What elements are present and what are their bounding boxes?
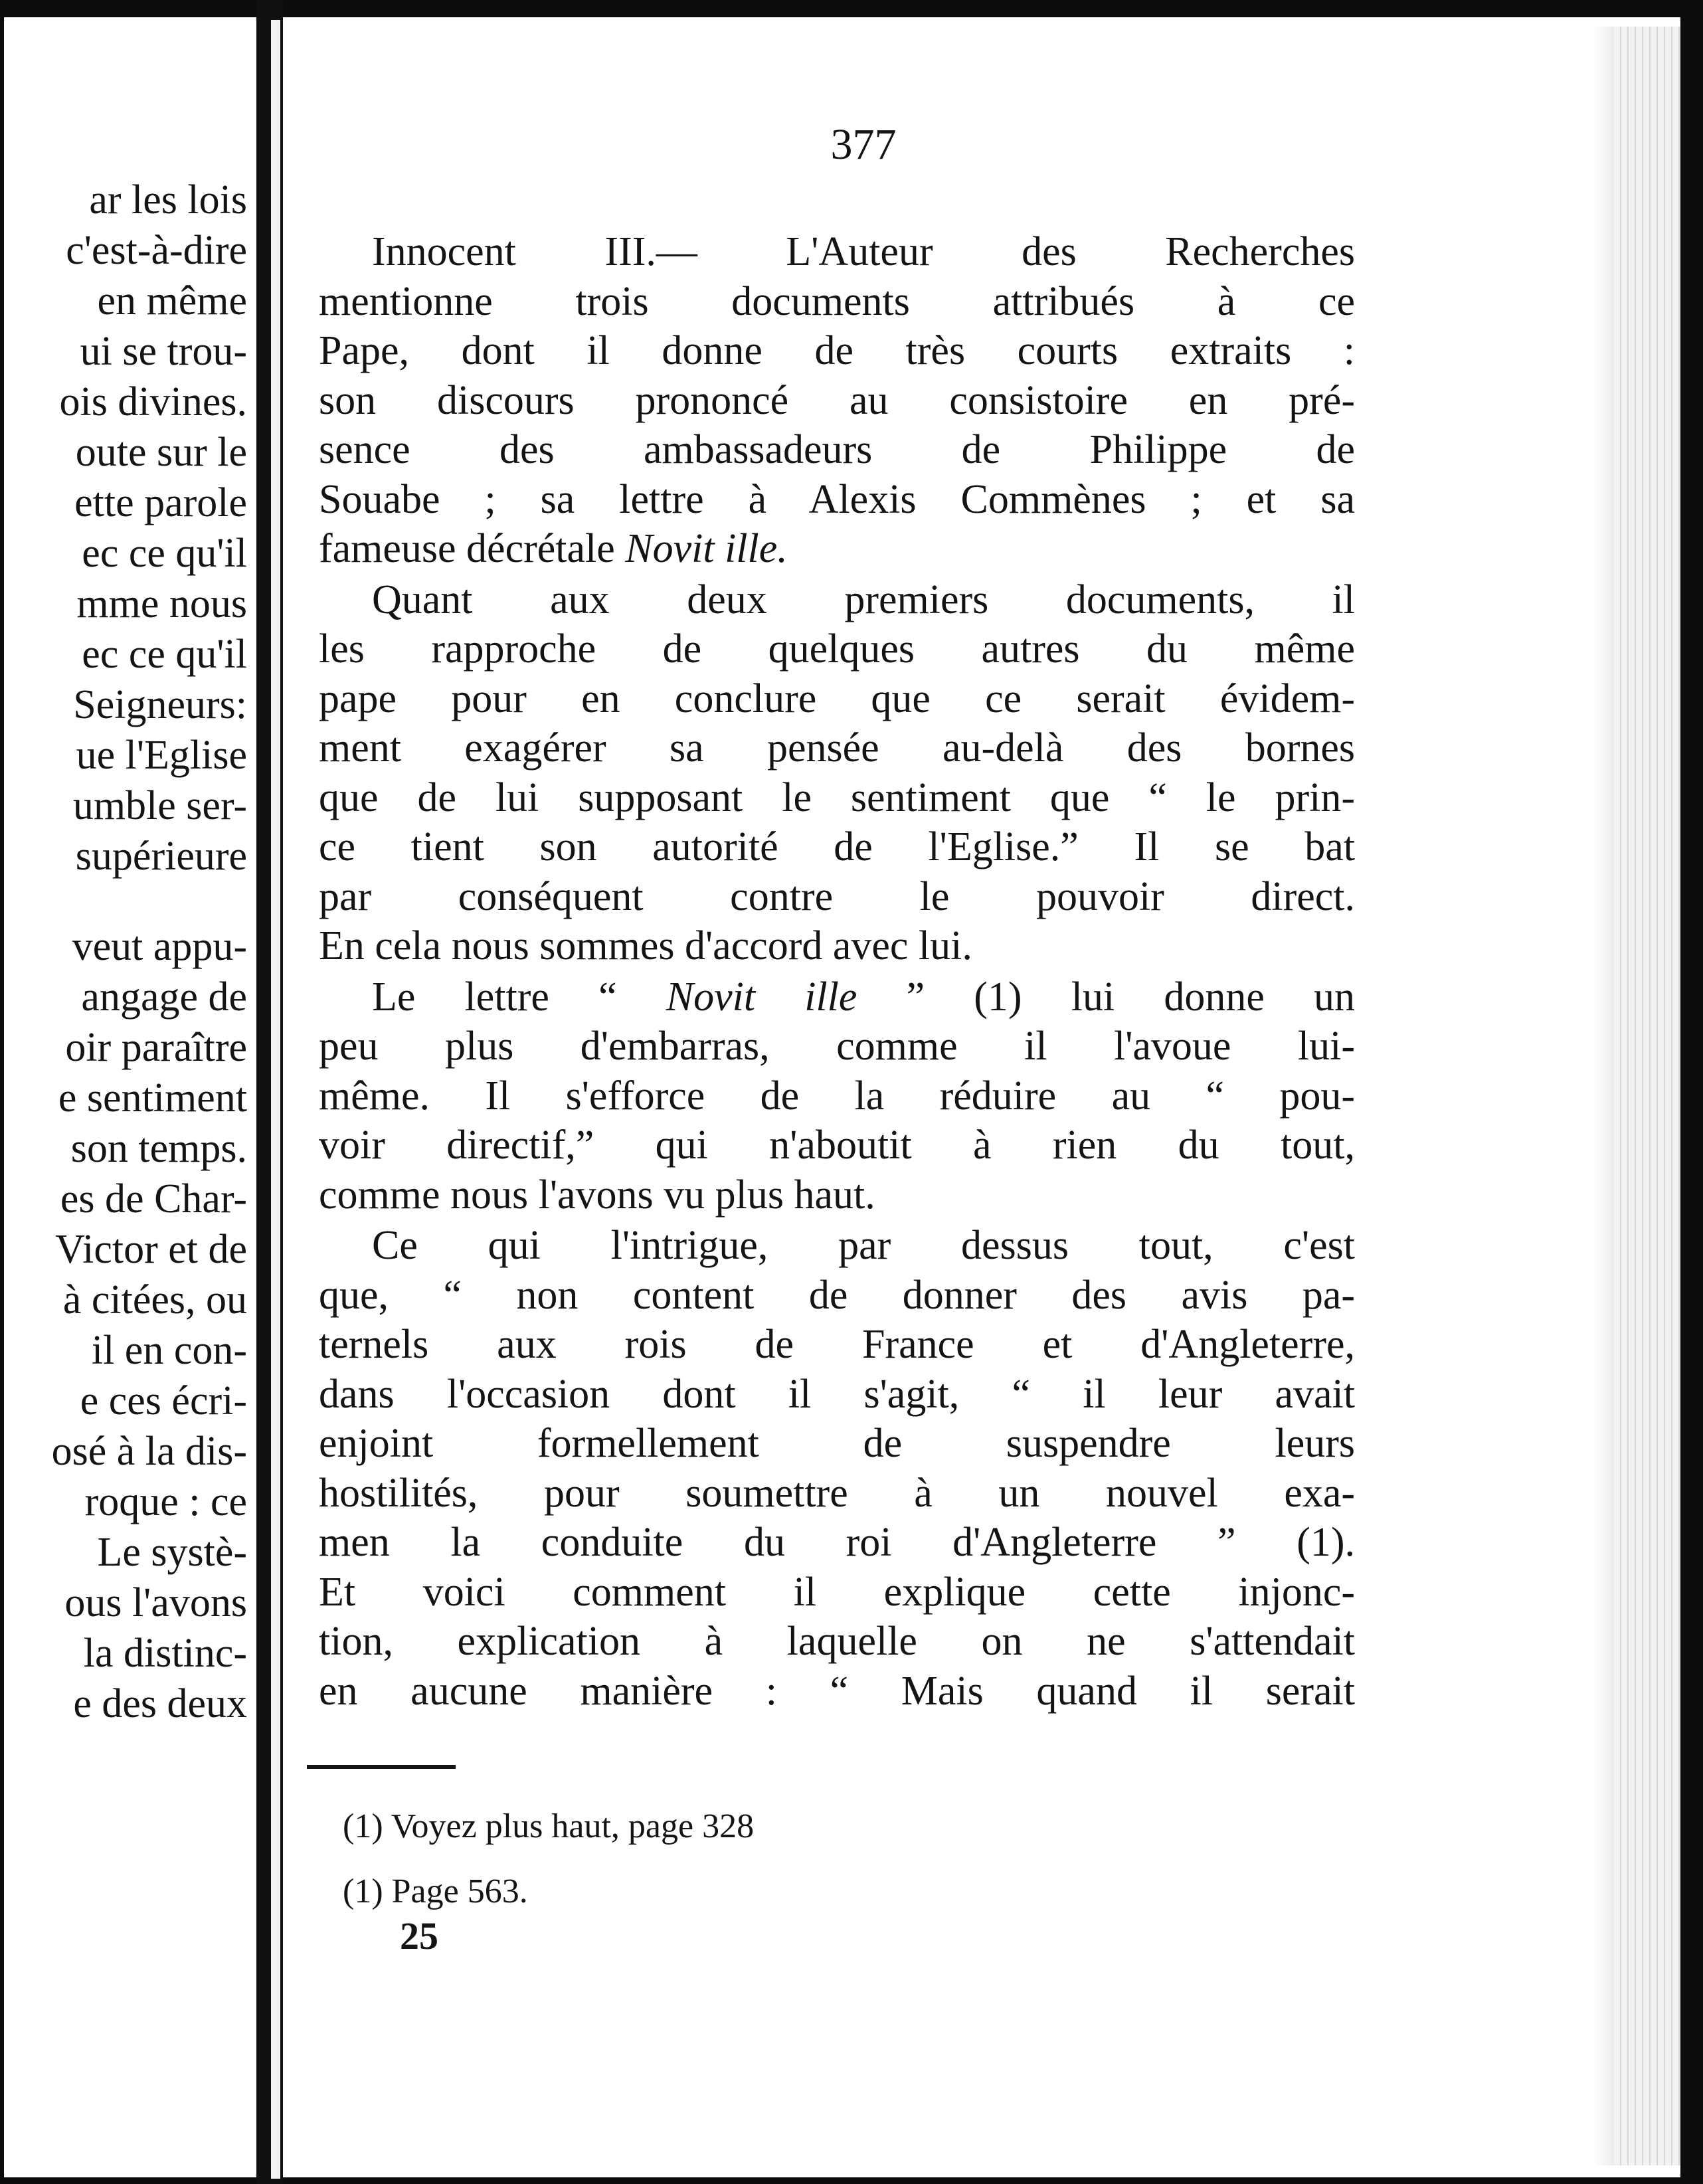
text-line-segment: voir directif,” qui n'aboutit à rien du tout, — [319, 1123, 1355, 1168]
text-line — [319, 425, 1355, 475]
footnote-1: (1) Voyez plus haut, page 328 — [343, 1807, 755, 1845]
text-line-segment: ternels aux rois de France et d'Angleterre, — [319, 1322, 1355, 1367]
text-line — [319, 575, 1355, 625]
text-line-segment: enjoint formellement de suspendre leurs — [319, 1421, 1355, 1466]
text-line — [319, 475, 1355, 525]
text-line — [319, 1419, 1355, 1469]
footnotes — [343, 1805, 1206, 1936]
text-line-segment: Et voici comment il explique cette injonc- — [319, 1569, 1355, 1615]
text-line-segment: comme nous l'avons vu plus haut. — [319, 1172, 875, 1218]
text-line — [319, 1071, 1355, 1121]
left-page-line: mme nous — [76, 581, 247, 626]
text-line — [319, 872, 1355, 922]
text-line — [319, 972, 1355, 1022]
text-line — [319, 524, 1355, 574]
main-page-text — [319, 227, 1355, 1716]
left-page-block-1 — [4, 175, 247, 881]
text-line-segment: sence des ambassadeurs de Philippe de — [319, 427, 1355, 472]
text-line-segment: pape pour en conclure que ce serait évidem- — [319, 676, 1355, 721]
text-line-segment: son discours prononcé au consistoire en pré- — [319, 377, 1355, 423]
left-page-line: ar les lois — [89, 177, 247, 223]
signature-mark: 25 — [400, 1914, 438, 1957]
left-page-paragraph-gap — [4, 881, 247, 921]
text-line — [319, 277, 1355, 327]
text-line-segment: fameuse décrétale — [319, 526, 626, 571]
text-line — [319, 1320, 1355, 1370]
text-line — [319, 1370, 1355, 1419]
scan-border-right — [1680, 0, 1703, 2184]
left-page-line: e des deux — [73, 1681, 247, 1726]
text-line — [319, 1121, 1355, 1170]
text-line-segment: Souabe ; sa lettre à Alexis Commènes ; et sa — [319, 476, 1355, 522]
left-page-line: e ces écri- — [80, 1378, 247, 1423]
text-line-segment: ” (1) lui donne un — [857, 974, 1355, 1020]
text-line-segment: men la conduite du roi d'Angleterre ” (1). — [319, 1520, 1355, 1565]
text-line — [319, 1170, 1355, 1220]
left-page-line: Seigneurs: — [73, 682, 247, 727]
text-line-segment: Pape, dont il donne de très courts extraits : — [319, 328, 1355, 373]
text-line — [319, 1221, 1355, 1271]
left-page-line: Victor et de — [55, 1227, 247, 1272]
text-line-segment: tion, explication à laquelle on ne s'attendait — [319, 1619, 1355, 1664]
text-line — [319, 1667, 1355, 1716]
text-line — [319, 1022, 1355, 1071]
text-line-segment: En cela nous sommes d'accord avec lui. — [319, 923, 972, 968]
left-page-line: ous l'avons — [64, 1580, 247, 1625]
text-line — [319, 1518, 1355, 1568]
book-page-edges — [1614, 27, 1680, 2165]
left-page-line: son temps. — [70, 1126, 247, 1171]
text-line — [319, 326, 1355, 376]
scan-border-top — [0, 0, 1703, 17]
left-page-line: ec ce qu'il — [82, 632, 247, 677]
text-line — [319, 1469, 1355, 1518]
text-line-segment: que de lui supposant le sentiment que “ le prin- — [319, 774, 1355, 820]
page-number: 377 — [830, 120, 897, 169]
text-line-segment: Quant aux deux premiers documents, il — [372, 577, 1355, 622]
left-page-line: umble ser- — [72, 783, 247, 828]
left-page-line: es de Char- — [60, 1176, 247, 1222]
scan-border-bottom — [0, 2177, 1703, 2184]
text-line-segment: que, “ non content de donner des avis pa- — [319, 1272, 1355, 1318]
left-page-line: à citées, ou — [62, 1277, 247, 1322]
left-page-line: oir paraître — [65, 1025, 247, 1070]
text-line — [319, 674, 1355, 724]
text-line-segment: ment exagérer sa pensée au-delà des bornes — [319, 725, 1355, 771]
left-page-line: ue l'Eglise — [76, 733, 247, 778]
left-page-line: en même — [97, 278, 247, 323]
left-page-line: il en con- — [91, 1328, 247, 1373]
text-line-segment: Innocent III.— L'Auteur des Recherches — [372, 229, 1355, 274]
left-page-line: la distinc- — [83, 1631, 247, 1676]
text-line — [319, 1271, 1355, 1320]
text-line-segment: hostilités, pour soumettre à un nouvel exa- — [319, 1470, 1355, 1516]
text-line-segment: en aucune manière : “ Mais quand il serait — [319, 1668, 1355, 1714]
left-page-line: ette parole — [74, 480, 247, 525]
italic-title: Novit ille. — [625, 526, 788, 571]
italic-title: Novit ille — [666, 974, 857, 1020]
text-line-segment: dans l'occasion dont il s'agit, “ il leur avait — [319, 1371, 1355, 1417]
text-line-segment: même. Il s'efforce de la réduire au “ pou- — [319, 1073, 1355, 1119]
text-line — [319, 773, 1355, 823]
footnote-2: (1) Page 563. — [343, 1872, 528, 1910]
text-line — [319, 822, 1355, 872]
left-page-line: e sentiment — [58, 1075, 247, 1121]
left-page-block-2 — [4, 921, 247, 1729]
page-edge-shadow — [1594, 27, 1614, 2165]
footnote-separator — [307, 1765, 456, 1769]
text-line — [319, 376, 1355, 426]
text-line — [319, 1568, 1355, 1617]
left-page-line: osé à la dis- — [51, 1429, 247, 1474]
left-page-line: Le systè- — [97, 1530, 247, 1575]
book-gutter-highlight — [271, 20, 280, 2179]
text-line-segment: les rapproche de quelques autres du même — [319, 626, 1355, 672]
text-line-segment: peu plus d'embarras, comme il l'avoue lui- — [319, 1024, 1355, 1069]
left-page-line: angage de — [81, 974, 247, 1020]
left-page-line: c'est-à-dire — [66, 228, 247, 273]
text-line — [319, 624, 1355, 674]
text-line-segment: Ce qui l'intrigue, par dessus tout, c'est — [372, 1223, 1355, 1268]
text-line-segment: par conséquent contre le pouvoir direct. — [319, 873, 1355, 919]
text-line — [319, 227, 1355, 277]
left-page-line: roque : ce — [84, 1479, 247, 1524]
left-page-line: veut appu- — [72, 924, 247, 969]
left-page-text — [4, 175, 247, 1729]
text-line-segment: Le lettre “ — [372, 974, 666, 1020]
text-line — [319, 1617, 1355, 1667]
left-page-line: supérieure — [75, 834, 247, 879]
text-line-segment: mentionne trois documents attribués à ce — [319, 278, 1355, 324]
left-page-line: ois divines. — [59, 379, 247, 424]
text-line-segment: ce tient son autorité de l'Eglise.” Il se bat — [319, 824, 1355, 869]
text-line — [319, 921, 1355, 971]
left-page-line: oute sur le — [75, 430, 247, 475]
left-page-line: ec ce qu'il — [82, 531, 247, 576]
text-line — [319, 723, 1355, 773]
left-page-line: ui se trou- — [80, 329, 247, 374]
